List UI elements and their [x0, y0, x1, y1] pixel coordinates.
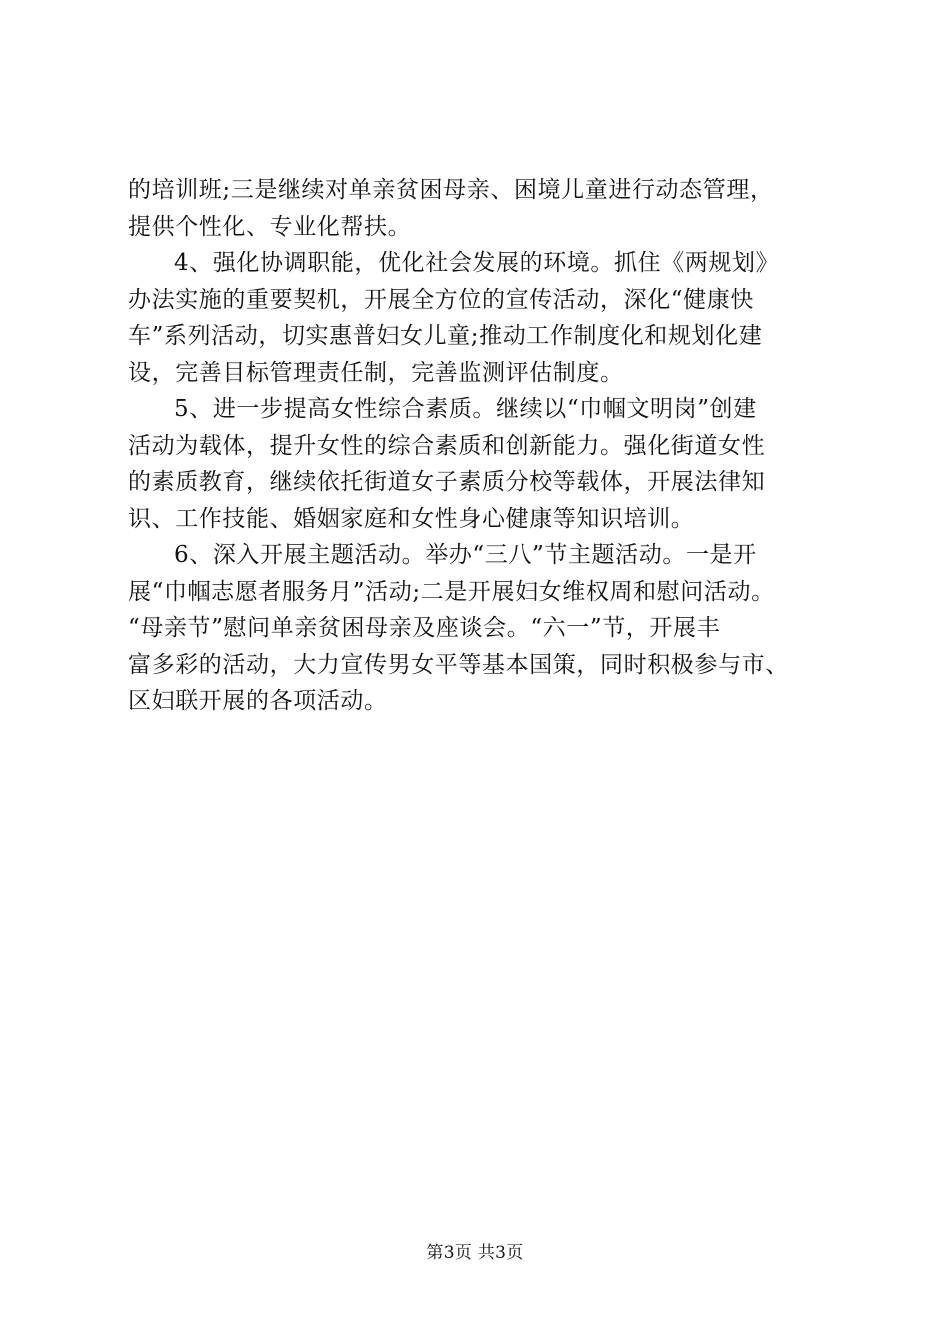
text-line: 富多彩的活动，大力宣传男女平等基本国策，同时积极参与市、 — [128, 651, 789, 678]
body-text — [128, 172, 828, 720]
text-line: 活动为载体，提升女性的综合素质和创新能力。强化街道女性 — [128, 432, 766, 459]
text-line: 的培训班;三是继续对单亲贫困母亲、困境儿童进行动态管理， — [128, 177, 774, 203]
paragraph-6-start: 6、深入开展主题活动。举办“三八”节主题活动。一是开 — [174, 542, 757, 568]
text-line: 的素质教育，继续依托街道女子素质分校等载体，开展法律知 — [128, 469, 766, 495]
paragraph-4-start: 4、强化协调职能，优化社会发展的环境。抓住《两规划》 — [174, 250, 780, 276]
text-line: 展“巾帼志愿者服务月”活动;二是开展妇女维权周和慰问活动。 — [128, 578, 775, 605]
text-line: 车”系列活动，切实惠普妇女儿童;推动工作制度化和规划化建 — [128, 323, 763, 349]
page-number: 第3页 共3页 — [426, 1243, 524, 1263]
text-line: “母亲节”慰问单亲贫困母亲及座谈会。“六一”节，开展丰 — [128, 615, 721, 641]
paragraph-5-start: 5、进一步提高女性综合素质。继续以“巾帼文明岗”创建 — [174, 396, 757, 422]
text-line: 办法实施的重要契机，开展全方位的宣传活动，深化“健康快 — [128, 286, 754, 313]
text-line: 设，完善目标管理责任制，完善监测评估制度。 — [128, 359, 624, 386]
text-line: 识、工作技能、婚姻家庭和女性身心健康等知识培训。 — [128, 505, 695, 532]
text-line: 区妇联开展的各项活动。 — [128, 688, 388, 714]
text-line: 提供个性化、专业化帮扶。 — [128, 213, 412, 240]
page-footer — [0, 1242, 950, 1264]
